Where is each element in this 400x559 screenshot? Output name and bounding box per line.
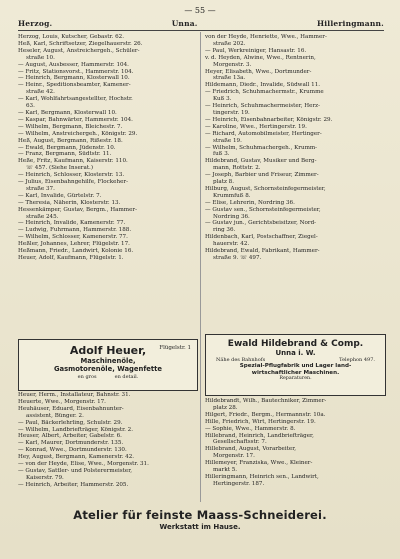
directory-entry: Heuer, Herm., Installateur, Bahnstr. 31. bbox=[18, 392, 131, 398]
directory-entry: — Gustav jun., Gerichtsbeisitzer, Nord- bbox=[205, 220, 317, 227]
ad-heuer-left: en gros bbox=[77, 374, 97, 380]
directory-entry: straße 19. bbox=[213, 137, 242, 144]
directory-entry: assistent, Bünger. 2. bbox=[26, 412, 84, 419]
directory-entry: Heseler, August, Anstreichergeh., Schüler- bbox=[18, 47, 140, 54]
header-left: Herzog. bbox=[18, 19, 53, 28]
directory-entry: — Karl, Maurer, Dortmunderstr. 135. bbox=[18, 440, 124, 447]
directory-entry: — Sophie, Wwe., Hammerstr. 8. bbox=[205, 425, 296, 432]
directory-entry: 63. bbox=[26, 103, 35, 110]
directory-entry: hauerstr. 42. bbox=[213, 241, 250, 248]
directory-entry: Heßler, Johannes, Lehrer, Flügelstr. 17. bbox=[18, 241, 130, 248]
footer-ad-subtitle: Werkstatt im Hause. bbox=[159, 523, 241, 531]
ad-ewald-address-left: Nähe des Bahnhofs bbox=[216, 357, 266, 363]
directory-entry: straße 13a. bbox=[213, 75, 246, 82]
directory-entry: straße 37. bbox=[26, 185, 55, 192]
header-right: Hilleringmann. bbox=[316, 19, 384, 28]
directory-entry: Kuß 3. bbox=[213, 96, 232, 103]
left-column-bottom bbox=[18, 392, 196, 489]
directory-entry: straße 10. bbox=[26, 54, 55, 61]
directory-entry: Hilgert, Friedr., Bergm., Hermannstr. 10a. bbox=[205, 411, 326, 418]
directory-entry: Hildebrand, Gustav, Musiker und Berg- bbox=[205, 158, 317, 165]
directory-entry: Hessenkämper, Gustav, Bergm., Hammer- bbox=[18, 206, 137, 213]
ad-ewald-line1: Spezial-Pflugfabrik und Lager land- bbox=[239, 363, 352, 369]
ad-ewald-name: Ewald Hildebrand & Comp. bbox=[227, 339, 364, 349]
directory-entry: — Elise, Lehrerin, Nordring 36. bbox=[205, 199, 295, 206]
directory-entry: Gesellschaftsstr. 7. bbox=[213, 439, 267, 446]
directory-entry: Hilburg, August, Schornsteinfegermeister, bbox=[205, 185, 326, 192]
right-column-top bbox=[205, 34, 385, 262]
directory-entry: Hille, Friedrich, Wirt, Hertingerstr. 19. bbox=[205, 418, 316, 425]
directory-entry: — Paul, Bäckerlehrling, Schulstr. 29. bbox=[18, 419, 123, 426]
ad-ewald-phone: Telephon 497. bbox=[339, 357, 375, 363]
footer-advertisement bbox=[0, 508, 400, 531]
directory-entry: — Heinrich, Schlosser, Klosterstr. 13. bbox=[18, 172, 125, 179]
ad-ewald-line2: wirtschaftlicher Maschinen. bbox=[251, 369, 340, 376]
directory-entry: Hillebrand, August, Vorarbeiter, bbox=[205, 446, 297, 453]
directory-entry: — Wilhelm, Schuhmachergeh., Krumm- bbox=[205, 144, 318, 151]
directory-entry: Heuerte, Wwe., Morgenstr. 17. bbox=[18, 398, 106, 405]
advertisement-hildebrand bbox=[205, 334, 386, 396]
directory-entry: — Heinrich, Schuhmachermeister, Herz- bbox=[205, 103, 320, 110]
directory-entry: Hilleringmann, Heinrich sen., Landwirt, bbox=[205, 473, 319, 480]
ad-heuer-right: en detail. bbox=[114, 374, 139, 380]
directory-entry: Hildemann, Diedr., Invalide, Südwall 11. bbox=[205, 82, 321, 89]
directory-entry: — Wilhelm, Anstreichergeh., Königstr. 29. bbox=[18, 130, 138, 137]
directory-entry: markt 5. bbox=[213, 467, 238, 474]
directory-entry: — Heinrich, Eisenbahnarbeiter, Königstr. 29. bbox=[205, 116, 333, 123]
directory-entry: — August, Ausbesser, Hammerstr. 104. bbox=[18, 61, 129, 68]
directory-entry: — Heinr., Speditionsbeamter, Kamener- bbox=[18, 82, 131, 89]
directory-entry: — Julius, Eisenbahngehilfe, Flockeher- bbox=[18, 179, 128, 186]
directory-entry: — Wilhelm, Bergmann, Bleichestr. 7. bbox=[18, 123, 123, 130]
directory-entry: Hey, August, Bergmann, Kamenerstr. 42. bbox=[18, 454, 135, 461]
directory-entry: fuß 3. bbox=[213, 151, 230, 158]
header-center: Unna. bbox=[171, 19, 198, 28]
directory-entry: straße 202. bbox=[213, 40, 246, 47]
directory-entry: — Gustav sen., Schornsteinfegermeister, bbox=[205, 206, 321, 213]
directory-entry: von der Heyde, Henriette, Wwe., Hammer- bbox=[205, 34, 327, 40]
directory-entry: platz 28. bbox=[213, 404, 238, 411]
directory-entry: — Karl, Bergmann, Klosterwall 10. bbox=[18, 109, 117, 116]
directory-entry: v. d. Heyden, Alwine, Wwe., Rentnerin, bbox=[205, 54, 316, 61]
directory-entry: Heß, Karl, Schriftsetzer, Ziegelhauerstr. 26. bbox=[18, 40, 143, 47]
ad-ewald-city: Unna i. W. bbox=[275, 349, 316, 357]
directory-entry: — von der Heyde, Elise, Wwe., Morgenstr. 31. bbox=[18, 461, 149, 468]
directory-entry: Herzog, Louis, Kutscher, Gebastr. 62. bbox=[18, 34, 124, 40]
directory-entry: — Konrad, Wwe., Dortmunderstr. 130. bbox=[18, 447, 127, 454]
ad-heuer-name: Adolf Heuer, bbox=[69, 344, 147, 357]
directory-entry: Heyer, Elisabeth, Wwe., Dortmunder- bbox=[205, 68, 312, 75]
directory-entry: — Fritz, Stationsvorst., Hammerstr. 104. bbox=[18, 68, 134, 75]
advertisement-heuer bbox=[18, 339, 198, 391]
directory-entry: — Friedrich, Schuhmachermstr., Krumme bbox=[205, 89, 324, 96]
directory-entry: Heuhäuser, Eduard, Eisenbahnunter- bbox=[18, 405, 124, 412]
directory-entry: Hillebrand, Heinrich, Landbriefträger, bbox=[205, 432, 314, 439]
running-header bbox=[18, 19, 384, 28]
directory-entry: — Ludwig, Fuhrmann, Hammerstr. 188. bbox=[18, 227, 132, 234]
directory-entry: — Heinrich, Arbeiter, Hammerstr. 205. bbox=[18, 481, 129, 488]
directory-entry: — Theresia, Näherin, Klosterstr. 13. bbox=[18, 199, 121, 206]
ad-ewald-line3: Reparaturen. bbox=[279, 376, 312, 381]
directory-entry: — Franz, Bergmann, Südtstr. 11. bbox=[18, 151, 112, 158]
directory-entry: Hildebrandt, Wilh., Bautechniker, Zimmer- bbox=[205, 398, 327, 404]
directory-entry: tingerstr. 19. bbox=[213, 109, 250, 116]
directory-entry: straße 9. ☏ 497. bbox=[213, 255, 262, 261]
directory-entry: — Heinrich, Invalide, Kamenerstr. 77. bbox=[18, 220, 126, 227]
directory-entry: Heß, August, Bergmann, Rißestr. 18. bbox=[18, 137, 123, 144]
directory-entry: Nordring 36. bbox=[213, 213, 250, 220]
left-column-top bbox=[18, 34, 196, 262]
ad-heuer-terms bbox=[19, 374, 197, 380]
directory-entry: — Heinrich, Bergmann, Klosterwall 10. bbox=[18, 75, 130, 82]
directory-entry: Heßmann, Friedr., Landwirt, Kolonie 16. bbox=[18, 248, 134, 255]
footer-ad-title: Atelier für feinste Maass-Schneiderei. bbox=[73, 508, 327, 522]
directory-entry: Morgenstr. 17. bbox=[213, 453, 255, 460]
directory-entry: Heuser, Albert, Arbeiter, Gabelstr. 6. bbox=[18, 433, 122, 440]
directory-entry: Heuer, Adolf, Kaufmann, Flügelstr. 1. bbox=[18, 255, 124, 261]
directory-entry: Hertingerstr. 187. bbox=[213, 480, 265, 487]
directory-entry: ☏ 457. (Siehe Inserat.) bbox=[26, 165, 94, 172]
header-rule bbox=[18, 30, 384, 31]
directory-entry: Krummfuß 8. bbox=[213, 192, 251, 199]
directory-entry: — Karoline, Wwe., Hertingerstr. 19. bbox=[205, 123, 307, 130]
directory-entry: — Kaspar, Bahnwärter, Hammerstr. 104. bbox=[18, 116, 133, 123]
directory-entry: mann, Rottstr. 2. bbox=[213, 165, 261, 172]
directory-entry: — Wilhelm, Schlosser, Kamenerstr. 77. bbox=[18, 234, 128, 241]
directory-entry: straße 245. bbox=[26, 213, 59, 220]
directory-entry: — Karl, Wohlfahrtsangestellter, Hochstr. bbox=[18, 96, 133, 103]
directory-entry: Hildebrand, Ewald, Fabrikant, Hammer- bbox=[205, 248, 320, 255]
directory-entry: platz 8. bbox=[213, 179, 235, 186]
directory-entry: — Ewald, Bergmann, Jüdenstr. 10. bbox=[18, 144, 116, 151]
directory-entry: Morgenstr. 3. bbox=[213, 61, 252, 68]
ad-heuer-address: Flügelstr. 1 bbox=[159, 345, 191, 351]
ad-heuer-line1: Maschinenöle, bbox=[80, 357, 136, 365]
directory-entry: — Karl, Invalide, Gürtelstr. 7. bbox=[18, 192, 102, 199]
directory-entry: — Wilhelm, Landbriefträger, Königstr. 2. bbox=[18, 426, 134, 433]
right-column-bottom bbox=[205, 398, 385, 488]
directory-entry: — Paul, Werkreiniger, Hansastr. 16. bbox=[205, 47, 307, 54]
directory-entry: — Joseph, Barbier und Friseur, Zimmer- bbox=[205, 172, 319, 179]
directory-entry: Hildenbach, Karl, Postschaffner, Ziegel- bbox=[205, 234, 318, 241]
directory-entry: Kaiserstr. 79. bbox=[26, 474, 64, 481]
page-number: — 55 — bbox=[184, 6, 216, 15]
ad-heuer-line2: Gasmotorenöle, Wagenfette bbox=[53, 365, 163, 373]
directory-entry: — Richard, Automobilmeister, Hertinger- bbox=[205, 130, 322, 137]
directory-entry: Heße, Fritz, Kaufmann, Kaiserstr. 110. bbox=[18, 158, 128, 165]
directory-entry: straße 42. bbox=[26, 89, 55, 96]
column-divider bbox=[200, 32, 201, 502]
directory-entry: Hillemeyer, Franziska, Wwe., Kleiner- bbox=[205, 460, 313, 467]
directory-entry: ring 36. bbox=[213, 227, 236, 234]
directory-entry: — Gustav, Sattler- und Polsterermeister, bbox=[18, 467, 133, 474]
